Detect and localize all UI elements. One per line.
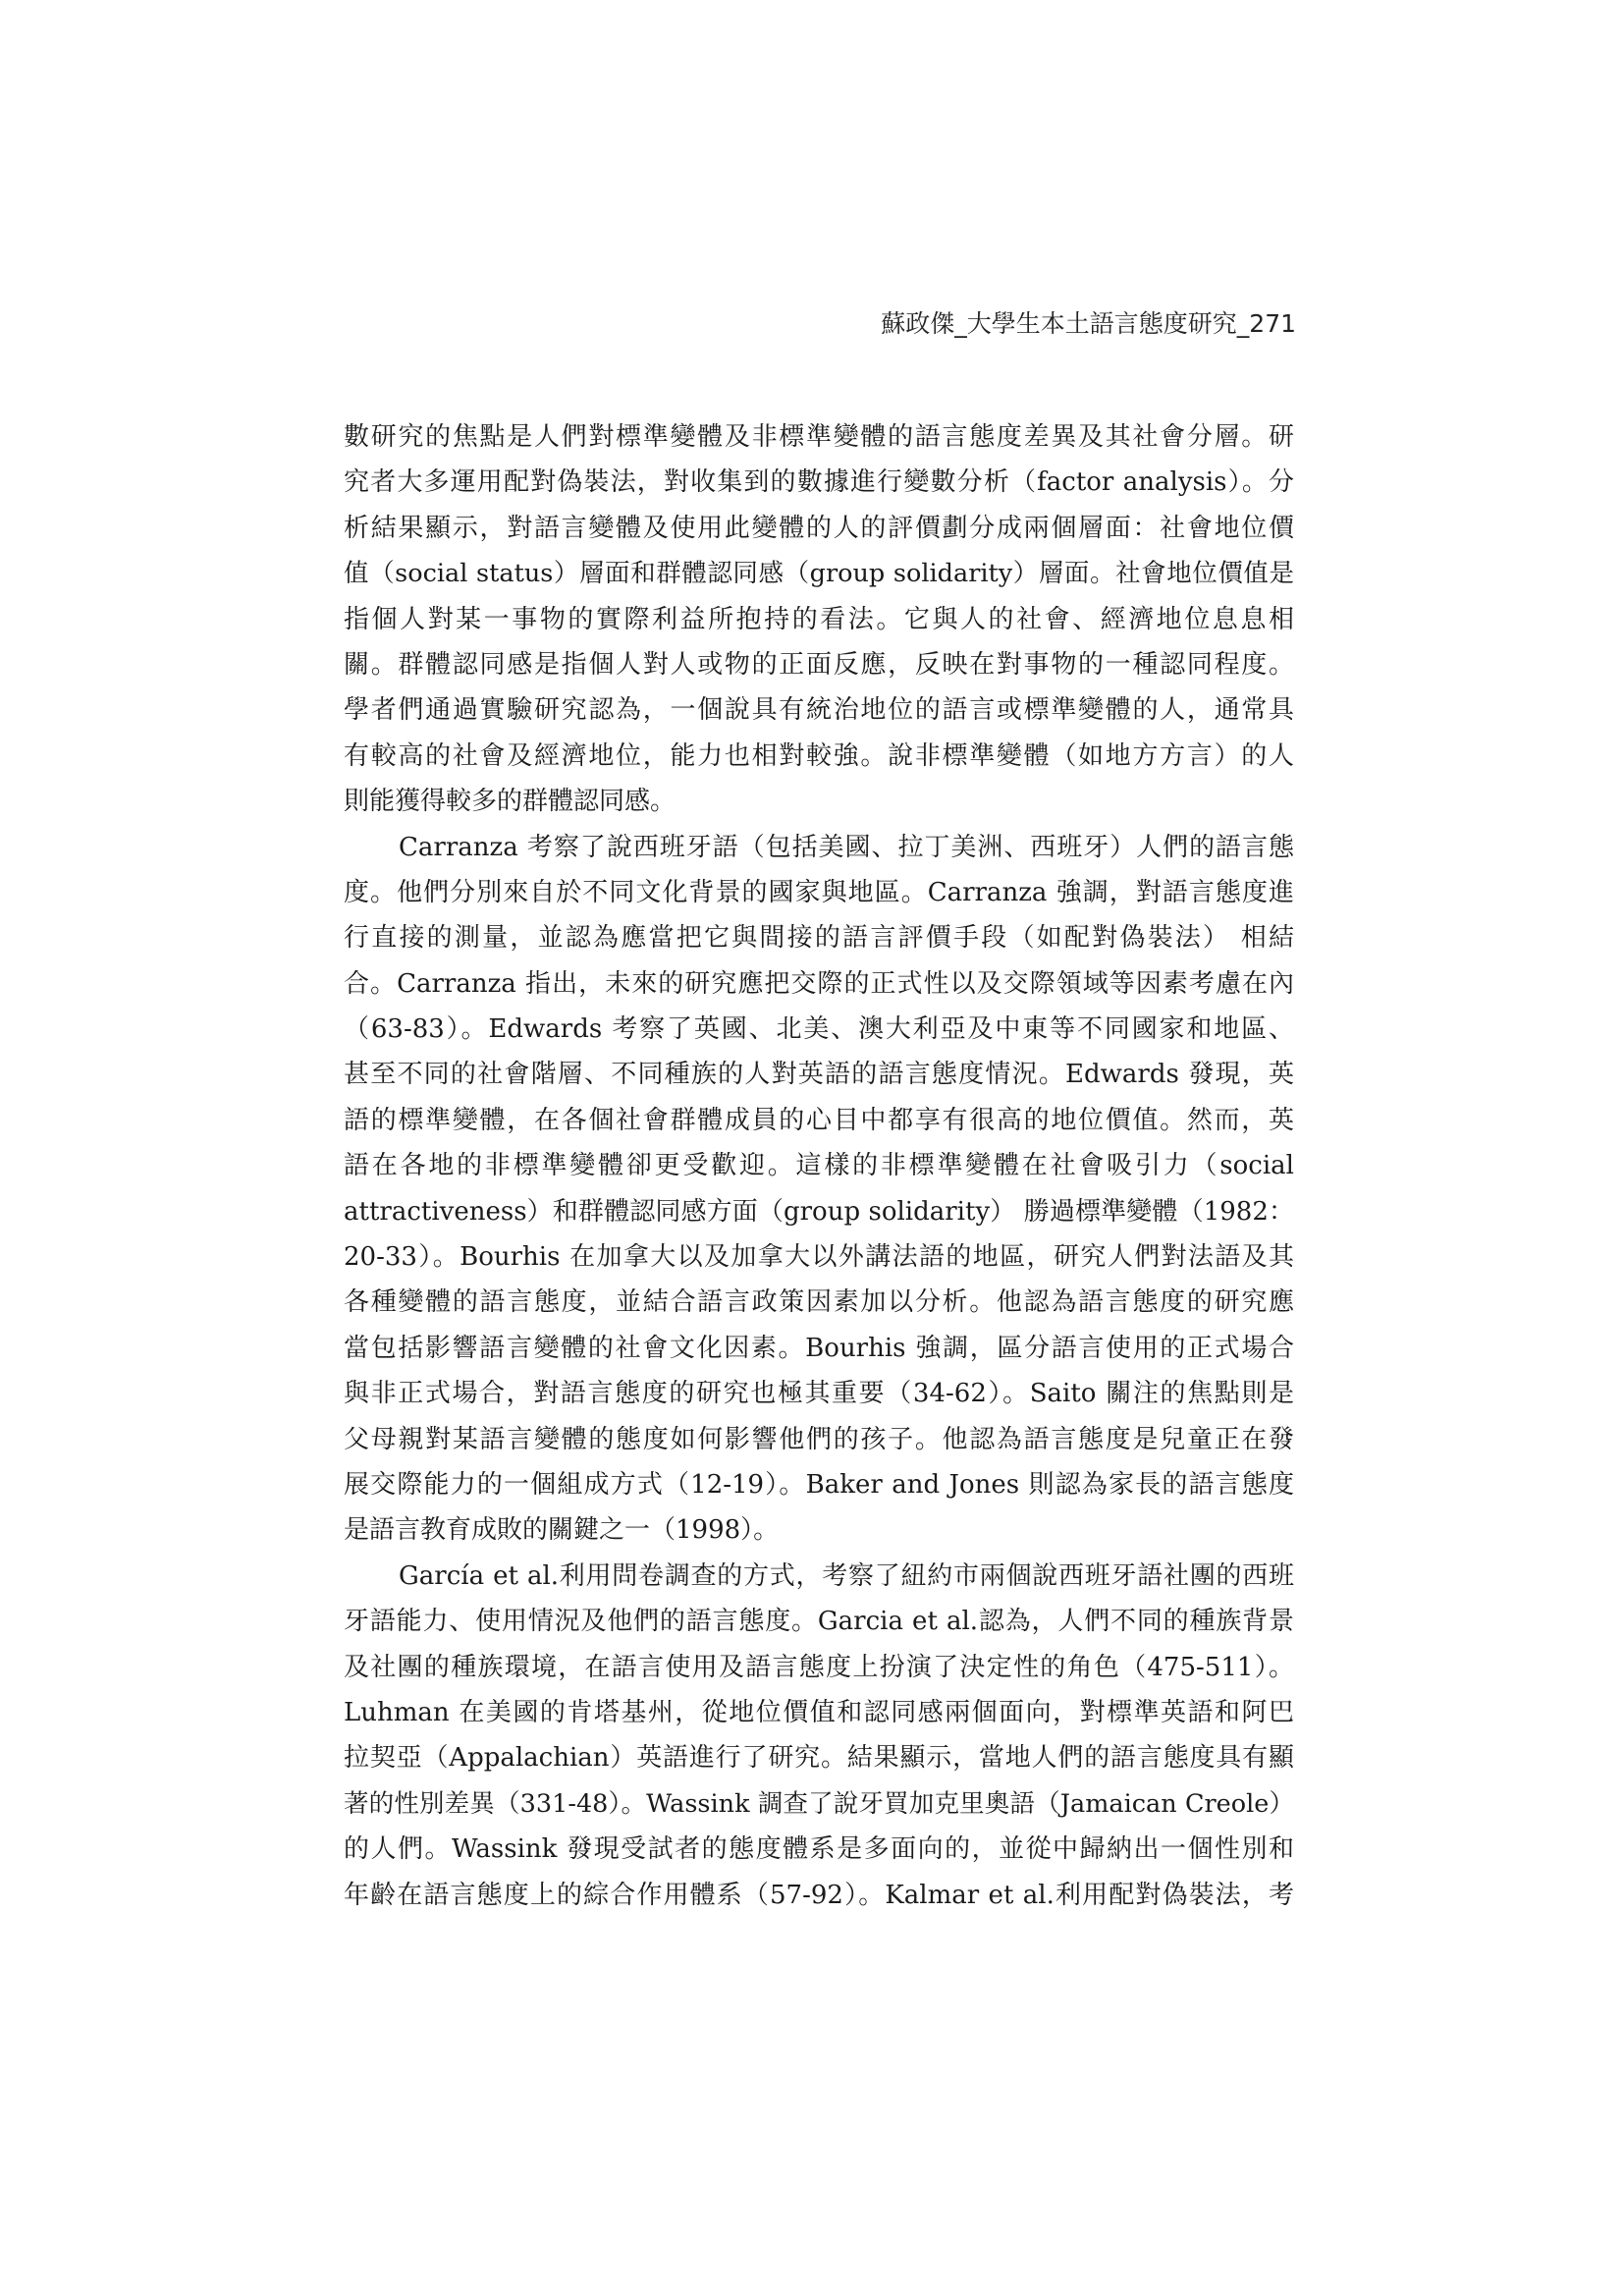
text-line: 父母親對某語言變體的態度如何影響他們的孩子。他認為語言態度是兒童正在發 [344, 1424, 1294, 1454]
text-line: 關。群體認同感是指個人對人或物的正面反應，反映在對事物的一種認同程度。 [344, 649, 1294, 680]
text-line: 甚至不同的社會階層、不同種族的人對英語的語言態度情況。Edwards 發現，英 [344, 1060, 1294, 1090]
text-line: 合。Carranza 指出，未來的研究應把交際的正式性以及交際領域等因素考慮在內 [344, 968, 1294, 999]
text-line: 的人們。Wassink 發現受試者的態度體系是多面向的，並從中歸納出一個性別和 [344, 1834, 1294, 1865]
text-line: 牙語能力、使用情況及他們的語言態度。Garcia et al.認為，人們不同的種族背景 [344, 1607, 1294, 1637]
text-line: 年齡在語言態度上的綜合作用體系（57-92）。Kalmar et al.利用配對偽裝法，考 [344, 1880, 1294, 1910]
text-line: 及社團的種族環境，在語言使用及語言態度上扮演了決定性的角色（475-511）。 [344, 1652, 1294, 1682]
text-line: 20-33）。Bourhis 在加拿大以及加拿大以外講法語的地區，研究人們對法語及其 [344, 1242, 1294, 1273]
text-line: 度。他們分別來自於不同文化背景的國家與地區。Carranza 強調，對語言態度進 [344, 877, 1294, 907]
text-line: 與非正式場合，對語言態度的研究也極其重要（34-62）。Saito 關注的焦點則是 [344, 1379, 1294, 1409]
text-line: Carranza 考察了說西班牙語（包括美國、拉丁美洲、西班牙）人們的語言態 [399, 832, 1294, 862]
text-line: 有較高的社會及經濟地位，能力也相對較強。說非標準變體（如地方方言）的人 [344, 740, 1294, 771]
text-line: 究者大多運用配對偽裝法，對收集到的數據進行變數分析（factor analysis）。分 [344, 467, 1294, 498]
text-line: Luhman 在美國的肯塔基州，從地位價值和認同感兩個面向，對標準英語和阿巴 [344, 1697, 1294, 1727]
text-line: 是語言教育成敗的關鍵之一（1998）。 [344, 1515, 780, 1546]
paragraph-1 [344, 414, 1294, 825]
text-line: attractiveness）和群體認同感方面（group solidarity） 勝過標準變體（1982： [344, 1196, 1294, 1227]
text-line: 行直接的測量，並認為應當把它與間接的語言評價手段（如配對偽裝法） 相結 [344, 923, 1294, 954]
body-text [344, 414, 1294, 1918]
paragraph-3 [344, 1554, 1294, 1918]
text-line: García et al.利用問卷調查的方式，考察了紐約市兩個說西班牙語社團的西班 [399, 1560, 1294, 1591]
text-line: 數研究的焦點是人們對標準變體及非標準變體的語言態度差異及其社會分層。研 [344, 422, 1294, 452]
text-line: 展交際能力的一個組成方式（12-19）。Baker and Jones 則認為家長的語言態度 [344, 1469, 1294, 1500]
text-line: 拉契亞（Appalachian）英語進行了研究。結果顯示，當地人們的語言態度具有顯 [344, 1743, 1294, 1774]
text-line: 語的標準變體，在各個社會群體成員的心目中都享有很高的地位價值。然而，英 [344, 1105, 1294, 1135]
text-line: 指個人對某一事物的實際利益所抱持的看法。它與人的社會、經濟地位息息相 [344, 604, 1294, 634]
text-line: 當包括影響語言變體的社會文化因素。Bourhis 強調，區分語言使用的正式場合 [344, 1333, 1294, 1363]
text-line: 值（social status）層面和群體認同感（group solidarity）層面。社會地位價值是 [344, 559, 1294, 589]
text-line: 著的性別差異（331-48）。Wassink 調查了說牙買加克里奧語（Jamaican Creole） [344, 1788, 1294, 1819]
text-line: 語在各地的非標準變體卻更受歡迎。這樣的非標準變體在社會吸引力（social [344, 1151, 1294, 1181]
text-line: 析結果顯示，對語言變體及使用此變體的人的評價劃分成兩個層面：社會地位價 [344, 513, 1294, 543]
text-line: 則能獲得較多的群體認同感。 [344, 787, 676, 817]
text-line: （63-83）。Edwards 考察了英國、北美、澳大利亞及中東等不同國家和地區、 [344, 1014, 1294, 1045]
text-line: 學者們通過實驗研究認為，一個說具有統治地位的語言或標準變體的人，通常具 [344, 695, 1294, 726]
running-header: 蘇政傑_大學生本土語言態度研究_271 [881, 309, 1296, 338]
text-line: 各種變體的語言態度，並結合語言政策因素加以分析。他認為語言態度的研究應 [344, 1287, 1294, 1318]
paragraph-2 [344, 825, 1294, 1554]
